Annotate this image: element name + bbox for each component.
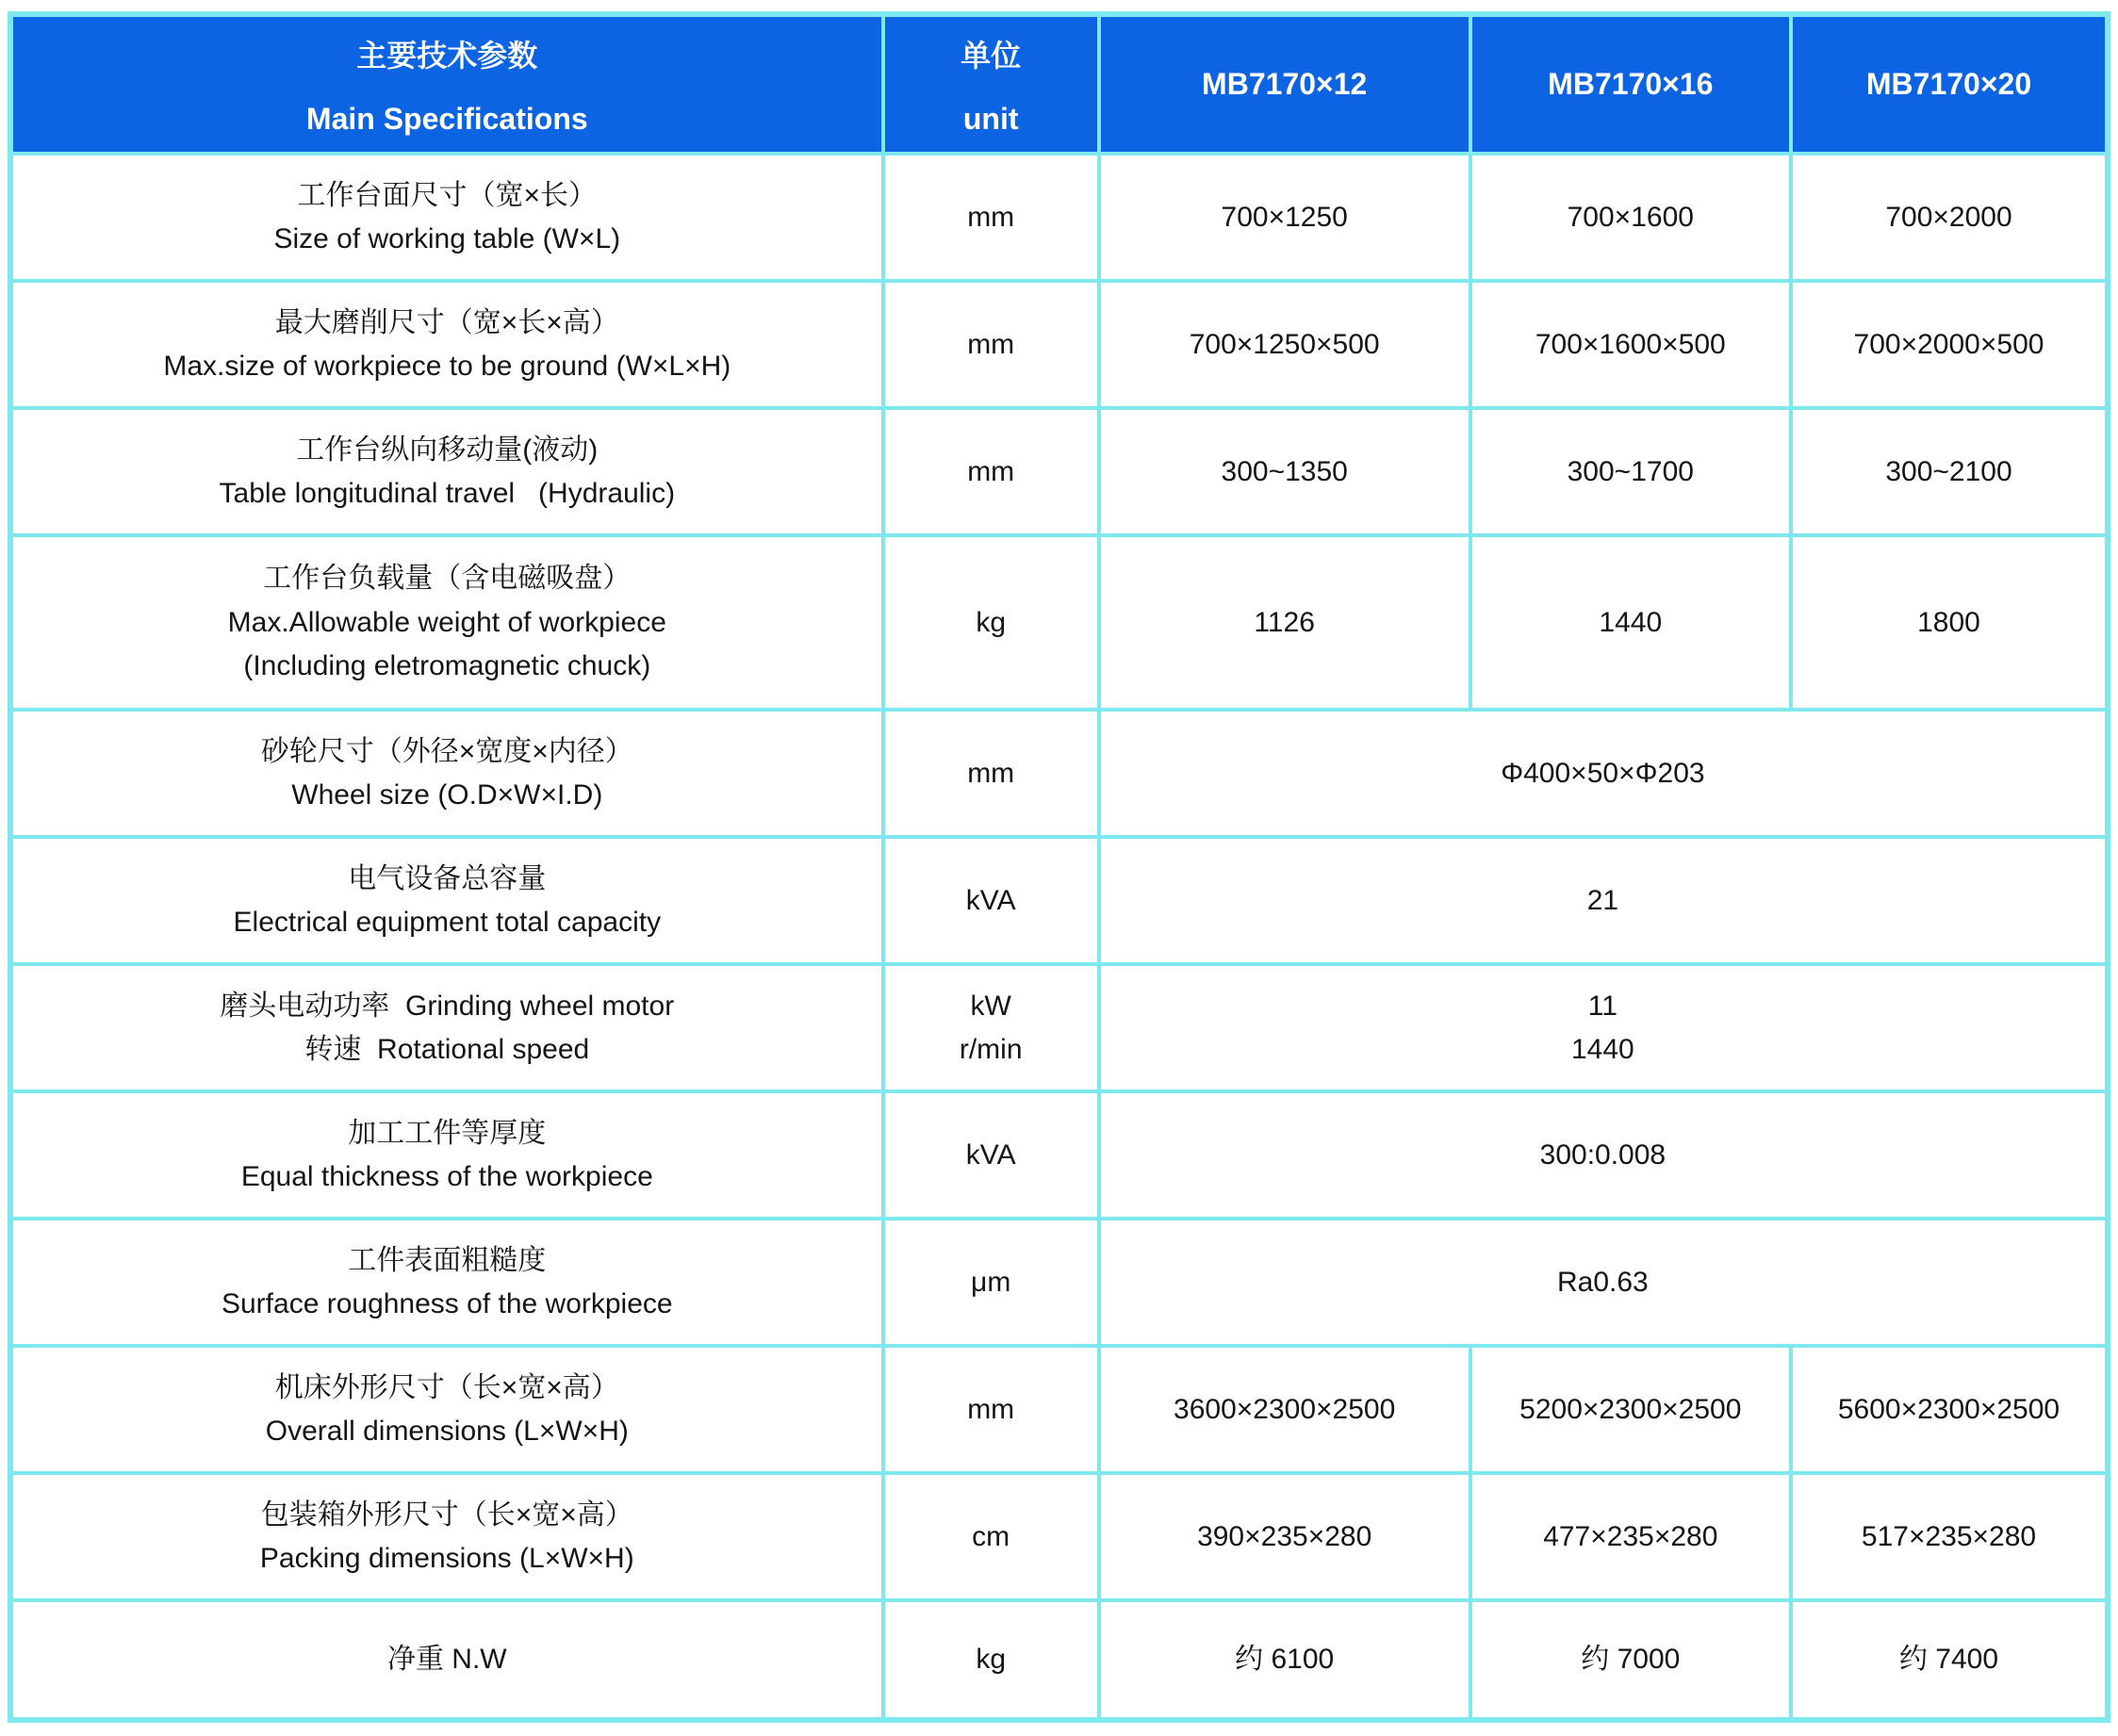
- row-label-cell-line: Size of working table (W×L): [273, 223, 621, 255]
- value-cell: [1791, 408, 2108, 535]
- value-cell: [1791, 535, 2108, 710]
- spec-row: [10, 154, 2108, 281]
- row-label-cell: [10, 154, 883, 281]
- spec-row: [10, 710, 2108, 837]
- row-label-cell-line: 加工工件等厚度: [348, 1117, 547, 1149]
- row-label-cell: [10, 1600, 883, 1720]
- unit-cell-line: μm: [971, 1266, 1011, 1298]
- value-cell-line: 5600×2300×2500: [1837, 1393, 2061, 1425]
- value-cell-merged-line: 11: [1587, 990, 1617, 1022]
- unit-cell-line: kVA: [965, 1138, 1016, 1171]
- value-cell: [1099, 535, 1470, 710]
- value-cell-line: 1126: [1254, 606, 1315, 638]
- row-label-cell-line: (Including eletromagnetic chuck): [243, 650, 651, 682]
- unit-cell-line: cm: [972, 1520, 1010, 1552]
- value-cell-merged: [1099, 837, 2108, 964]
- row-label-cell-line: 砂轮尺寸（外径×宽度×内径）: [260, 735, 633, 767]
- header-param-en: Main Specifications: [305, 102, 588, 136]
- row-label-cell-line: Surface roughness of the workpiece: [221, 1288, 673, 1320]
- unit-cell: [883, 837, 1099, 964]
- value-cell-line: 477×235×280: [1543, 1520, 1718, 1552]
- unit-cell-line: kg: [976, 1644, 1007, 1676]
- value-cell-line: 700×2000: [1885, 201, 2012, 233]
- value-cell-merged: [1099, 1091, 2108, 1219]
- value-cell: [1791, 1600, 2108, 1720]
- header-model-1: MB7170×12: [1099, 14, 1470, 154]
- row-label-cell-line: 工件表面粗糙度: [348, 1244, 547, 1276]
- value-cell-line: 约 6100: [1235, 1644, 1335, 1676]
- value-cell: [1099, 281, 1470, 408]
- header-param-cell: [10, 14, 883, 154]
- spec-row: [10, 1473, 2108, 1600]
- row-label-cell-line: 工作台负载量（含电磁吸盘）: [263, 563, 632, 595]
- value-cell: [1791, 1346, 2108, 1473]
- value-cell-line: 300~1350: [1221, 455, 1348, 487]
- value-cell: [1099, 408, 1470, 535]
- row-label-cell-line: 包装箱外形尺寸（长×宽×高）: [260, 1499, 633, 1531]
- unit-cell: [883, 1091, 1099, 1219]
- value-cell-merged: [1099, 964, 2108, 1091]
- value-cell: [1470, 535, 1791, 710]
- unit-cell: [883, 964, 1099, 1091]
- header-unit-zh: 单位: [960, 39, 1022, 73]
- value-cell: [1099, 154, 1470, 281]
- value-cell-line: 700×2000×500: [1853, 328, 2044, 360]
- row-label-cell-line: 电气设备总容量: [348, 862, 547, 894]
- value-cell-line: 1800: [1917, 606, 1980, 638]
- spec-row: [10, 964, 2108, 1091]
- row-label-cell-line: Packing dimensions (L×W×H): [259, 1543, 634, 1575]
- unit-cell: [883, 1346, 1099, 1473]
- row-label-cell-line: 机床外形尺寸（长×宽×高）: [274, 1371, 619, 1403]
- value-cell-line: 300~2100: [1885, 455, 2012, 487]
- unit-cell: [883, 535, 1099, 710]
- value-cell-line: 300~1700: [1567, 455, 1694, 487]
- value-cell-line: 3600×2300×2500: [1174, 1393, 1396, 1425]
- spec-row: [10, 1091, 2108, 1219]
- value-cell-line: 5200×2300×2500: [1519, 1393, 1742, 1425]
- value-cell: [1791, 1473, 2108, 1600]
- unit-cell: [883, 710, 1099, 837]
- value-cell-line: 700×1250: [1221, 201, 1348, 233]
- value-cell-merged-line: 1440: [1571, 1034, 1634, 1066]
- unit-cell-line: mm: [967, 1393, 1015, 1425]
- unit-cell-line: mm: [967, 455, 1015, 487]
- spec-row: [10, 1600, 2108, 1720]
- row-label-cell: [10, 535, 883, 710]
- row-label-cell: [10, 837, 883, 964]
- value-cell: [1099, 1473, 1470, 1600]
- unit-cell-line: kVA: [965, 884, 1016, 916]
- row-label-cell-line: Table longitudinal travel (Hydraulic): [219, 478, 676, 510]
- table-header: [10, 14, 2108, 154]
- unit-cell-line: kg: [976, 606, 1007, 638]
- row-label-cell: [10, 281, 883, 408]
- row-label-cell-line: Max.Allowable weight of workpiece: [227, 606, 666, 638]
- row-label-cell: [10, 1346, 883, 1473]
- value-cell: [1791, 281, 2108, 408]
- spec-row: [10, 1346, 2108, 1473]
- unit-cell: [883, 1600, 1099, 1720]
- value-cell: [1099, 1346, 1470, 1473]
- spec-row: [10, 408, 2108, 535]
- value-cell-merged-line: 21: [1586, 884, 1619, 916]
- spec-rows: [10, 154, 2108, 1720]
- spec-row: [10, 281, 2108, 408]
- row-label-cell: [10, 964, 883, 1091]
- value-cell: [1470, 408, 1791, 535]
- value-cell-merged: [1099, 710, 2108, 837]
- row-label-cell-line: Max.size of workpiece to be ground (W×L×H): [163, 351, 731, 383]
- header-model-2: MB7170×16: [1470, 14, 1791, 154]
- value-cell-line: 约 7000: [1581, 1644, 1681, 1676]
- value-cell-line: 700×1600: [1567, 201, 1694, 233]
- header-unit-en: unit: [962, 102, 1019, 136]
- spec-row: [10, 1219, 2108, 1346]
- unit-cell: [883, 408, 1099, 535]
- row-label-cell: [10, 1219, 883, 1346]
- row-label-cell-line: Wheel size (O.D×W×I.D): [291, 779, 603, 811]
- header-unit-cell: [883, 14, 1099, 154]
- value-cell-merged-line: Φ400×50×Φ203: [1501, 757, 1705, 789]
- row-label-cell: [10, 1091, 883, 1219]
- value-cell: [1470, 1600, 1791, 1720]
- row-label-cell: [10, 408, 883, 535]
- unit-cell-line: mm: [967, 757, 1015, 789]
- unit-cell: [883, 1473, 1099, 1600]
- value-cell: [1791, 154, 2108, 281]
- value-cell-line: 1440: [1599, 606, 1663, 638]
- value-cell-merged-line: 300:0.008: [1539, 1138, 1666, 1171]
- spec-row: [10, 837, 2108, 964]
- specifications-table: [8, 11, 2110, 1723]
- unit-cell-line: mm: [967, 328, 1015, 360]
- row-label-cell: [10, 1473, 883, 1600]
- value-cell-line: 700×1250×500: [1189, 328, 1380, 360]
- value-cell-line: 约 7400: [1898, 1644, 1999, 1676]
- value-cell-merged-line: Ra0.63: [1557, 1266, 1649, 1298]
- row-label-cell-line: 转速 Rotational speed: [304, 1034, 590, 1066]
- unit-cell: [883, 1219, 1099, 1346]
- row-label-cell-line: 净重 N.W: [386, 1644, 507, 1676]
- row-label-cell-line: 工作台面尺寸（宽×长）: [297, 179, 598, 211]
- row-label-cell-line: 最大磨削尺寸（宽×长×高）: [274, 306, 619, 338]
- row-label-cell-line: Overall dimensions (L×W×H): [265, 1416, 629, 1448]
- value-cell: [1470, 1346, 1791, 1473]
- unit-cell: [883, 281, 1099, 408]
- row-label-cell: [10, 710, 883, 837]
- unit-cell-line: kW: [970, 990, 1011, 1022]
- value-cell-line: 390×235×280: [1197, 1520, 1372, 1552]
- row-label-cell-line: Equal thickness of the workpiece: [240, 1161, 653, 1193]
- value-cell-line: 517×235×280: [1861, 1520, 2037, 1552]
- value-cell: [1470, 281, 1791, 408]
- spec-row: [10, 535, 2108, 710]
- unit-cell: [883, 154, 1099, 281]
- row-label-cell-line: 磨头电动功率 Grinding wheel motor: [220, 990, 675, 1022]
- value-cell: [1470, 154, 1791, 281]
- value-cell-line: 700×1600×500: [1535, 328, 1726, 360]
- value-cell: [1470, 1473, 1791, 1600]
- value-cell: [1099, 1600, 1470, 1720]
- header-row: [10, 14, 2108, 154]
- header-model-3: MB7170×20: [1791, 14, 2108, 154]
- row-label-cell-line: 工作台纵向移动量(液动): [296, 434, 599, 466]
- unit-cell-line: mm: [967, 201, 1015, 233]
- row-label-cell-line: Electrical equipment total capacity: [233, 907, 662, 939]
- unit-cell-line: r/min: [959, 1034, 1023, 1066]
- value-cell-merged: [1099, 1219, 2108, 1346]
- header-param-zh: 主要技术参数: [356, 39, 538, 73]
